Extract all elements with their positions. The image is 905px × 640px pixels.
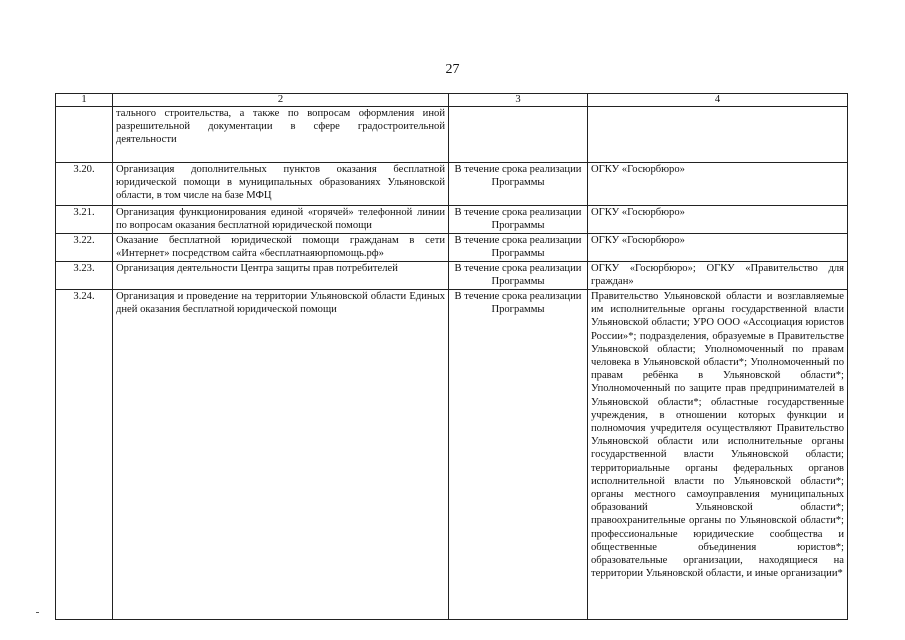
item-term: В течение срока реализации Программы	[449, 234, 588, 262]
table-row	[56, 107, 848, 163]
column-number: 3	[449, 94, 588, 107]
item-term: В течение срока реализации Программы	[449, 262, 588, 290]
item-term: В течение срока реализации Программы	[449, 290, 588, 620]
table-row	[56, 234, 848, 262]
item-description: Организация функционирования единой «горячей» телефонной линии по вопросам оказания бесплатной юридической помощи	[113, 206, 449, 234]
item-description: тального строительства, а также по вопросам оформления иной разрешительной документации в сфере градостроительной деятельности	[113, 107, 449, 163]
column-number: 4	[588, 94, 848, 107]
table-row	[56, 163, 848, 206]
page-number: 27	[445, 62, 460, 77]
column-number-row	[56, 94, 848, 107]
scan-speck	[36, 612, 39, 613]
item-responsible: ОГКУ «Госюрбюро»	[588, 234, 848, 262]
item-term: В течение срока реализации Программы	[449, 206, 588, 234]
column-number: 2	[113, 94, 449, 107]
item-responsible	[588, 107, 848, 163]
item-responsible: ОГКУ «Госюрбюро»; ОГКУ «Правительство для граждан»	[588, 262, 848, 290]
program-measures-table	[55, 93, 848, 620]
item-number: 3.24.	[56, 290, 113, 620]
item-description: Организация и проведение на территории Ульяновской области Единых дней оказания бесплатной юридической помощи	[113, 290, 449, 620]
item-number: 3.20.	[56, 163, 113, 206]
item-number: 3.23.	[56, 262, 113, 290]
item-number: 3.21.	[56, 206, 113, 234]
item-description: Оказание бесплатной юридической помощи гражданам в сети «Интернет» посредством сайта «бесплатнаяюрпомощь.рф»	[113, 234, 449, 262]
table-row	[56, 262, 848, 290]
item-responsible: Правительство Ульяновской области и возглавляемые им исполнительные органы государственной власти Ульяновской области; УРО ООО «Ассоциация юристов России»*; подразделения, образуемые в Правительстве Ульяновской области; Уполномоченный по правам человека в Ульяновской области*; Уполномоченный по правам ребёнка в Ульяновской области*; Уполномоченный по защите прав предпринимателей в Ульяновской области*; областные государственные учреждения, в отношении которых функции и полномочия учредителя осуществляют Правительство Ульяновской области или исполнительные органы государственной власти Ульяновской области; территориальные органы федеральных органов исполнительной власти по Ульяновской области*; органы местного самоуправления муниципальных образований Ульяновской области*; правоохранительные органы по Ульяновской области*; профессиональные юридические сообщества и общественные объединения юристов*; образовательные организации, находящиеся на территории Ульяновской области, и иные организации*	[588, 290, 848, 620]
item-responsible: ОГКУ «Госюрбюро»	[588, 163, 848, 206]
item-number	[56, 107, 113, 163]
table-row	[56, 206, 848, 234]
item-term: В течение срока реализации Программы	[449, 163, 588, 206]
item-responsible: ОГКУ «Госюрбюро»	[588, 206, 848, 234]
column-number: 1	[56, 94, 113, 107]
item-description: Организация деятельности Центра защиты прав потребителей	[113, 262, 449, 290]
item-term	[449, 107, 588, 163]
table-row	[56, 290, 848, 620]
item-description: Организация дополнительных пунктов оказания бесплатной юридической помощи в муниципальных образованиях Ульяновской области, в том числе на базе МФЦ	[113, 163, 449, 206]
item-number: 3.22.	[56, 234, 113, 262]
